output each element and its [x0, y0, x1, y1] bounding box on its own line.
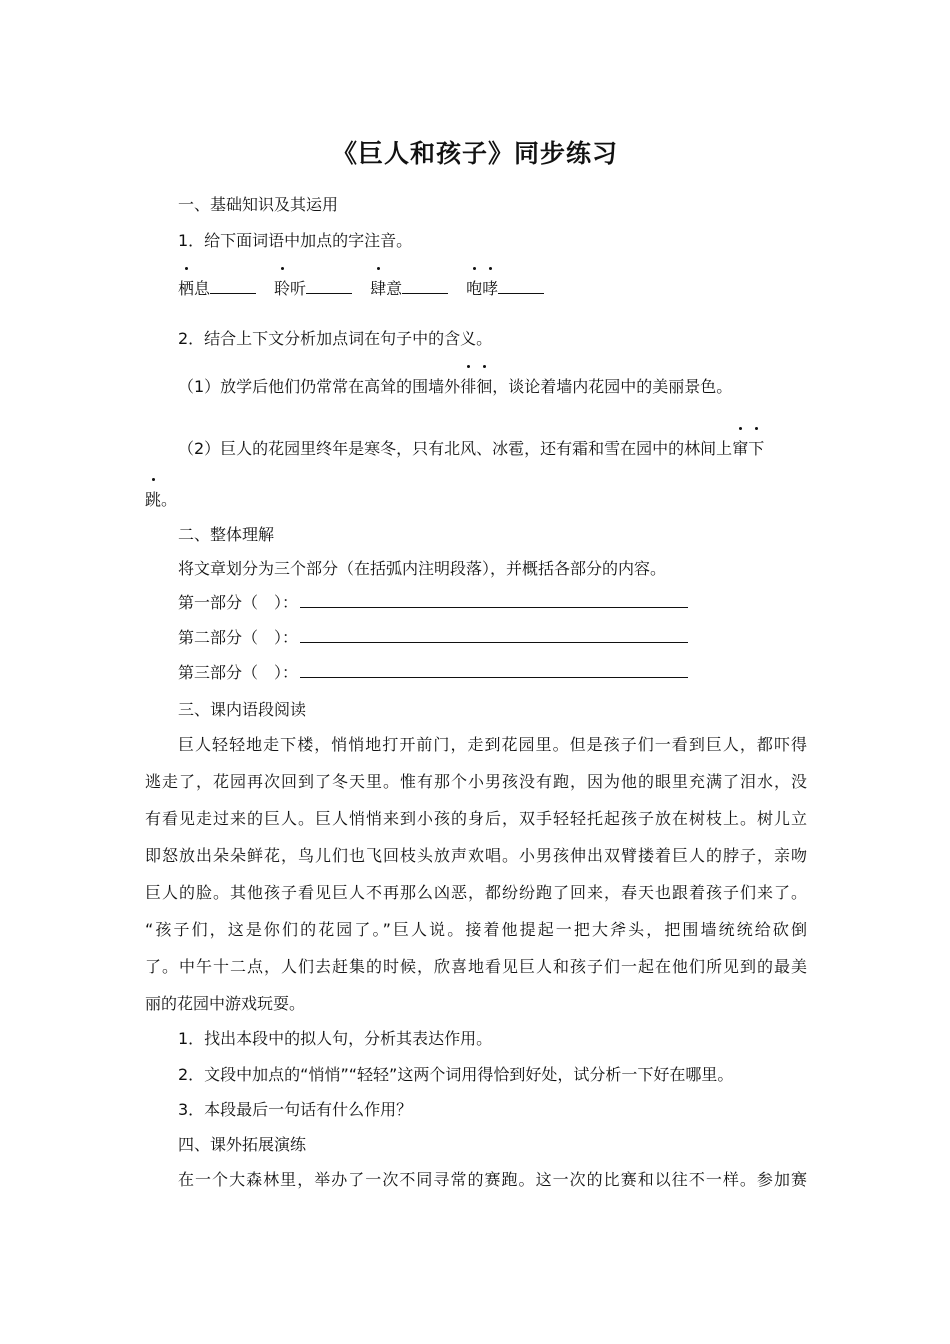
dotted-char: 聆: [274, 276, 290, 299]
passage-line: 了。中午十二点，人们去赶集的时候，欣喜地看见巨人和孩子们一起在他们所见到的最美: [145, 957, 807, 976]
dotted-char: 徊: [476, 374, 492, 397]
dotted-word: 跳: [145, 487, 161, 510]
section-2-heading: 二、整体理解: [178, 525, 275, 544]
dotted-char: 咆: [466, 276, 482, 299]
passage-line: 巨人轻轻地走下楼，悄悄地打开前门，走到花园里。但是孩子们一看到巨人，都吓得: [178, 735, 807, 754]
answer-blank[interactable]: [300, 592, 688, 608]
dotted-char: [466, 279, 498, 298]
section-2-instruction: 将文章划分为三个部分（在括弧内注明段落），并概括各部分的内容。: [178, 559, 667, 578]
dotted-char: 下: [748, 436, 764, 459]
answer-blank[interactable]: [306, 278, 352, 294]
word-item: 肆意: [370, 279, 448, 298]
dotted-char: 哮: [482, 276, 498, 299]
passage-line: 逃走了，花园再次回到了冬天里。惟有那个小男孩没有跑，因为他的眼里充满了泪水，没: [145, 772, 807, 791]
passage-line: 巨人的脸。其他孩子看见巨人不再那么凶恶，都纷纷跑了回来，春天也跟着孩子们来了。: [145, 883, 807, 902]
sentence-1: （1）放学后他们仍常常在高耸的围墙外徘徊，谈论着墙内花园中的美丽景色。: [178, 374, 732, 397]
sentence-2: （2）巨人的花园里终年是寒冬，只有北风、冰雹，还有霜和雪在园中的林间上窜下: [178, 436, 764, 459]
passage-line: 丽的花园中游戏玩耍。: [145, 994, 306, 1013]
answer-blank[interactable]: [210, 278, 256, 294]
document-title: 《巨人和孩子》同步练习: [331, 139, 618, 168]
answer-blank[interactable]: [300, 627, 688, 643]
question-1-2: 2．结合上下文分析加点词在句子中的含义。: [178, 329, 493, 348]
part-2-line: 第二部分（ ）：: [178, 625, 688, 648]
part-3-line: 第三部分（ ）：: [178, 660, 688, 683]
passage-line: 即怒放出朵朵鲜花，鸟儿们也飞回枝头放声欢唱。小男孩伸出双臂搂着巨人的脖子，亲吻: [145, 846, 807, 865]
section-4-heading: 四、课外拓展演练: [178, 1135, 307, 1154]
section-3-heading: 三、课内语段阅读: [178, 700, 307, 719]
question-3-1: 1．找出本段中的拟人句，分析其表达作用。: [178, 1029, 493, 1048]
question-3-3: 3．本段最后一句话有什么作用？: [178, 1100, 413, 1119]
pinyin-word-list: [178, 276, 544, 299]
dotted-char: 窜: [732, 436, 748, 459]
passage-line: 在一个大森林里，举办了一次不同寻常的赛跑。这一次的比赛和以往不一样。参加赛: [178, 1170, 807, 1189]
dotted-word: [732, 439, 764, 458]
passage-line: 有看见走过来的巨人。巨人悄悄来到小孩的身后，双手轻轻托起孩子放在树枝上。树儿立: [145, 809, 807, 828]
word-item: 聆听: [274, 279, 352, 298]
answer-blank[interactable]: [498, 278, 544, 294]
part-1-line: 第一部分（ ）：: [178, 590, 688, 613]
answer-blank[interactable]: [402, 278, 448, 294]
passage-line: “孩子们，这是你们的花园了。”巨人说。接着他提起一把大斧头，把围墙统统给砍倒: [145, 920, 807, 939]
question-1-1: 1．给下面词语中加点的字注音。: [178, 231, 413, 250]
sentence-2-continued: 跳。: [145, 487, 807, 510]
dotted-char: 栖: [178, 276, 194, 299]
dotted-char: 肆: [370, 276, 386, 299]
word-item: [466, 279, 544, 298]
question-3-2: 2．文段中加点的“悄悄”“轻轻”这两个词用得恰到好处，试分析一下好在哪里。: [178, 1065, 734, 1084]
section-1-heading: 一、基础知识及其运用: [178, 195, 339, 214]
answer-blank[interactable]: [300, 662, 688, 678]
dotted-char: 徘: [460, 374, 476, 397]
word-item: 栖息: [178, 279, 256, 298]
dotted-word: [460, 377, 492, 396]
